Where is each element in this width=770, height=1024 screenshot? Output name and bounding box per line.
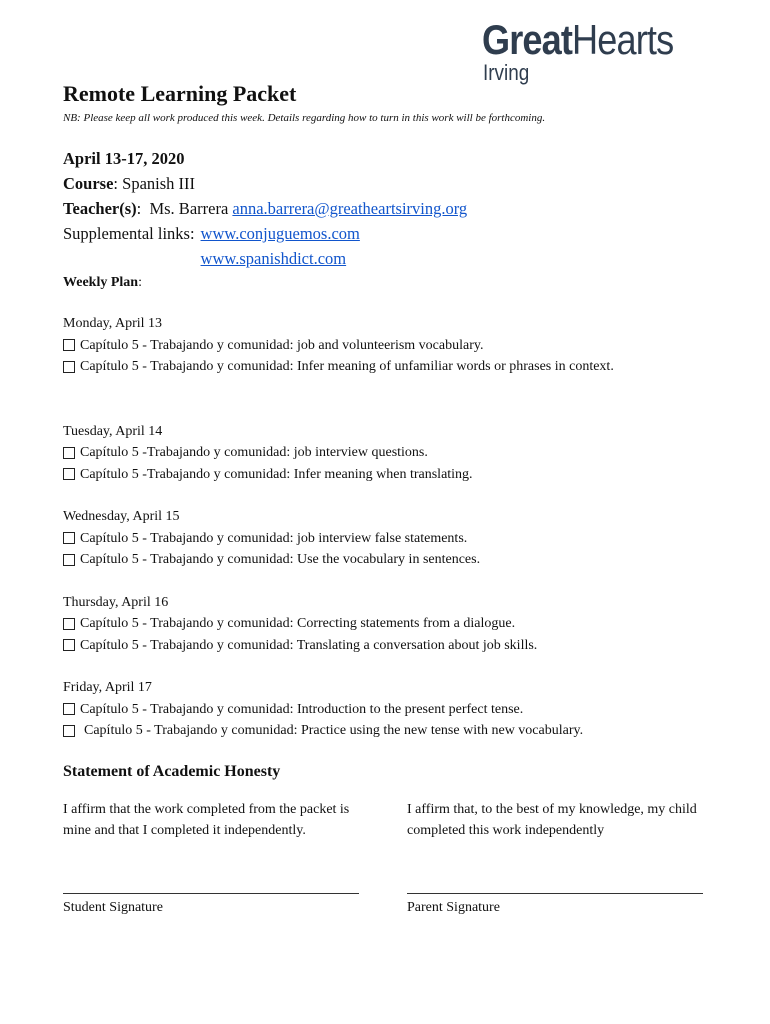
weekly-plan-heading: Weekly Plan: <box>63 275 142 290</box>
task-text: Capítulo 5 - Trabajando y comunidad: Infer meaning of unfamiliar words or phrases in context. <box>80 359 614 374</box>
teacher-email-link[interactable]: anna.barrera@greatheartsirving.org <box>232 199 468 218</box>
course-value: Spanish III <box>122 174 196 193</box>
day-wednesday <box>63 506 723 571</box>
task-text: Capítulo 5 - Trabajando y comunidad: job and volunteerism vocabulary. <box>80 337 484 353</box>
checkbox[interactable] <box>63 361 75 373</box>
student-signature <box>63 893 359 916</box>
checkbox[interactable] <box>63 618 75 630</box>
link-conjuguemos[interactable]: www.conjuguemos.com <box>200 224 360 243</box>
checkbox[interactable] <box>63 339 75 351</box>
task-text: Capítulo 5 -Trabajando y comunidad: Infer meaning when translating. <box>80 466 473 482</box>
day-name: Wednesday, April 15 <box>63 509 180 524</box>
checkbox[interactable] <box>63 532 75 544</box>
affirmations <box>63 799 723 841</box>
signature-lines <box>63 893 723 916</box>
link-spanishdict[interactable]: www.spanishdict.com <box>200 249 347 268</box>
honesty-heading: Statement of Academic Honesty <box>63 762 281 780</box>
task-item <box>63 613 723 635</box>
day-name: Tuesday, April 14 <box>63 423 163 439</box>
weekly-plan <box>63 313 723 742</box>
course-label: Course <box>63 174 114 193</box>
logo-wordmark <box>482 18 673 62</box>
day-name: Friday, April 17 <box>63 680 152 695</box>
task-text: Capítulo 5 - Trabajando y comunidad: Practice using the new tense with new vocabulary. <box>84 723 584 738</box>
day-name: Monday, April 13 <box>63 316 163 331</box>
task-item <box>63 464 723 486</box>
task-text: Capítulo 5 - Trabajando y comunidad: Correcting statements from a dialogue. <box>80 616 516 631</box>
teacher-label: Teacher(s) <box>63 199 137 218</box>
signature-line <box>407 893 703 894</box>
checkbox[interactable] <box>63 447 75 459</box>
task-item <box>63 442 723 464</box>
task-text: Capítulo 5 -Trabajando y comunidad: job interview questions. <box>80 445 428 460</box>
task-item <box>63 356 723 378</box>
packet-content <box>63 80 723 916</box>
student-affirmation: I affirm that the work completed from the packet is mine and that I completed it independently. <box>63 801 350 838</box>
day-friday <box>63 677 723 742</box>
logo-great: Great <box>481 16 572 63</box>
course-meta: April 13-17, 2020 Course: Spanish III Teacher(s): Ms. Barrera anna.barrera@greatheartsirving.org Supplemental links: www.conjuguemos.com www.spanishdict.com <box>63 146 723 271</box>
checkbox[interactable] <box>63 703 75 715</box>
teacher-name: Ms. Barrera <box>149 199 229 218</box>
task-text: Capítulo 5 - Trabajando y comunidad: job interview false statements. <box>80 530 468 546</box>
task-item <box>63 635 723 657</box>
checkbox[interactable] <box>63 725 75 737</box>
task-item <box>63 549 723 571</box>
day-name: Thursday, April 16 <box>63 594 169 610</box>
task-item <box>63 335 723 357</box>
weekly-plan-label: Weekly Plan <box>63 275 139 290</box>
supplemental-label: Supplemental links: <box>63 224 195 243</box>
parent-affirmation: I affirm that, to the best of my knowledge, my child completed this work independently <box>407 801 697 838</box>
task-text: Capítulo 5 - Trabajando y comunidad: Translating a conversation about job skills. <box>80 637 538 653</box>
task-text: Capítulo 5 - Trabajando y comunidad: Introduction to the present perfect tense. <box>80 701 524 717</box>
parent-signature-label: Parent Signature <box>407 899 500 915</box>
checkbox[interactable] <box>63 639 75 651</box>
task-text: Capítulo 5 - Trabajando y comunidad: Use the vocabulary in sentences. <box>80 552 481 567</box>
logo-campus: Irving <box>482 60 529 85</box>
day-tuesday <box>63 421 723 486</box>
task-item <box>63 699 723 721</box>
parent-signature <box>407 893 703 916</box>
checkbox[interactable] <box>63 468 75 480</box>
supplemental-links <box>63 221 723 271</box>
student-signature-label: Student Signature <box>63 899 163 915</box>
logo-hearts: Hearts <box>571 16 673 63</box>
task-item <box>63 720 723 742</box>
day-thursday <box>63 592 723 657</box>
task-item <box>63 528 723 550</box>
greathearts-logo <box>482 18 704 84</box>
page-title: Remote Learning Packet <box>63 81 297 106</box>
checkbox[interactable] <box>63 554 75 566</box>
date-range: April 13-17, 2020 <box>63 149 185 168</box>
page-note: NB: Please keep all work produced this week. Details regarding how to turn in this work will be forthcoming. <box>63 112 546 124</box>
signature-line <box>63 893 359 894</box>
day-monday <box>63 313 723 378</box>
